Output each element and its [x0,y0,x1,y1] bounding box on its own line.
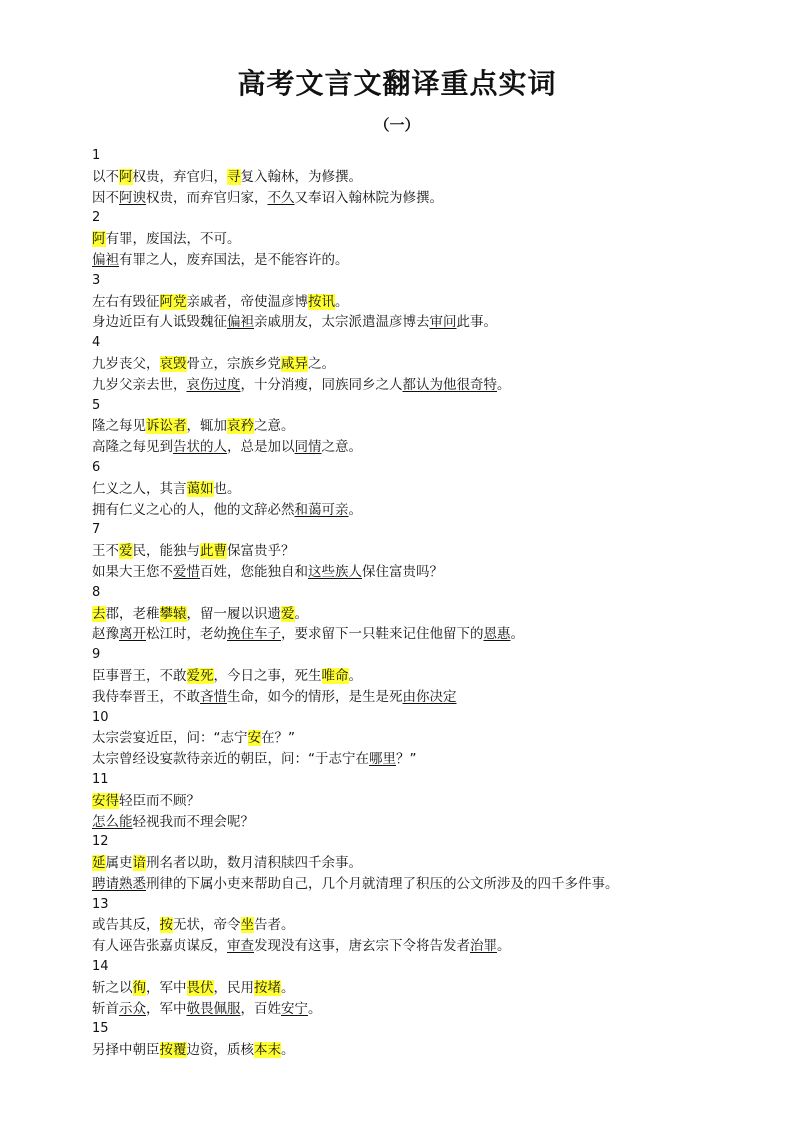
classical-sentence [92,728,732,749]
text-segment: 身边近臣有人诋毁魏征 [92,314,227,331]
text-segment: 复入翰林，为修撰。 [240,168,362,185]
text-segment: ，辄加 [186,418,227,435]
text-segment: 告者。 [254,917,295,934]
translation-sentence [92,687,732,708]
classical-sentence [92,791,732,812]
translation-sentence [92,562,732,583]
highlighted-keyword: 本末 [254,1042,281,1059]
entry-number: 9 [92,647,101,663]
text-segment: 亲戚者，帝使温彦博 [186,293,308,310]
classical-sentence [92,915,732,936]
classical-sentence [92,978,732,999]
underlined-gloss: 这些族人 [308,563,362,580]
entry-number: 8 [92,584,101,600]
translation-sentence [92,312,732,333]
text-segment: 之意。 [254,418,295,435]
underlined-gloss: 审查 [227,938,254,955]
text-segment: 郡，老稚 [105,605,160,622]
highlighted-keyword: 阿 [92,231,106,248]
entry-number: 1 [92,148,101,163]
highlighted-keyword: 按讯 [308,293,335,310]
entry-number: 7 [92,522,101,538]
text-segment: ，军中 [146,1000,187,1017]
text-segment: 亲戚朋友，太宗派遣温彦博去 [254,314,430,331]
highlighted-keyword: 哀毁 [159,355,187,372]
text-segment: 轻臣而不顾？ [119,792,200,809]
text-segment: 高隆之每见到 [92,439,173,456]
entry-number: 15 [92,1021,109,1037]
translation-sentence [92,874,732,895]
text-segment: 九岁丧父， [92,355,160,372]
underlined-gloss: 示众 [119,1000,146,1017]
text-segment: 。 [308,1000,322,1017]
text-segment: 。 [497,938,511,955]
page-title: 高考文言文翻译重点实词 [237,67,557,100]
underlined-gloss: 告状的人 [173,439,227,456]
text-segment: 刑名者以助，数月清积牍四千余事。 [146,855,362,872]
text-segment: 因不 [92,189,119,206]
underlined-gloss: 哪里 [369,751,396,768]
text-segment: ？” [396,751,417,768]
text-segment: 。 [335,293,349,310]
text-segment: 王不 [92,543,119,560]
classical-sentence [92,479,732,500]
text-segment: 赵豫 [92,626,119,643]
highlighted-keyword: 阿党 [159,293,187,310]
underlined-gloss: 阿谀 [119,189,146,206]
entry-number: 6 [92,459,101,475]
underlined-gloss: 治罪 [470,938,497,955]
text-segment: 。 [348,501,362,518]
entry-number: 3 [92,272,101,288]
underlined-gloss: 安宁 [281,1000,308,1017]
text-segment: 太宗曾经设宴款待亲近的朝臣，问：“于志宁在 [92,751,369,768]
text-segment: 有罪，废国法，不可。 [105,231,241,248]
text-segment: 无状，帝令 [173,917,241,934]
classical-sentence [92,167,732,188]
text-segment: ，留一履以识遗 [186,605,281,622]
highlighted-keyword: 畏伏 [186,979,214,996]
text-segment: 保住富贵吗？ [362,563,443,580]
entry-number: 2 [92,210,101,226]
text-segment: 又奉诏入翰林院为修撰。 [294,189,443,206]
text-segment: 仁义之人，其言 [92,480,187,497]
underlined-gloss: 都认为他很奇特 [402,376,497,393]
text-segment: 隆之每见 [92,418,146,435]
highlighted-keyword: 爱 [281,605,295,622]
translation-sentence [92,437,732,458]
text-segment: 之。 [308,355,335,372]
highlighted-keyword: 按堵 [254,979,281,996]
underlined-gloss: 熟悉 [119,875,146,892]
text-segment: 。 [510,626,524,643]
text-segment: 发现没有这事，唐玄宗下令将告发者 [254,938,470,955]
text-segment: ，百姓 [240,1000,281,1017]
text-segment: 属吏 [105,855,133,872]
text-segment: 有罪之人，废弃国法，是不能容许的。 [119,251,349,268]
classical-sentence [92,229,732,250]
text-segment: 刑律的下属小吏来帮助自己，几个月就清理了积压的公文所涉及的四千多件事。 [146,875,619,892]
highlighted-keyword: 阿 [119,168,133,185]
text-segment: ，十分消瘦，同族同乡之人 [240,376,403,393]
classical-sentence [92,853,732,874]
text-segment: 。 [348,667,362,684]
classical-sentence [92,354,732,375]
text-segment: 保富贵乎？ [227,543,295,560]
text-segment: 如果大王您不 [92,563,173,580]
page-subtitle: （一） [374,116,420,134]
text-segment: 边资，质核 [186,1042,254,1059]
underlined-gloss: 偏袒 [227,314,254,331]
text-segment: ，民用 [213,979,254,996]
text-segment: ，要求留下一只鞋来记住他留下的 [281,626,484,643]
text-segment: 以不 [92,168,119,185]
text-segment: 臣事晋王，不敢 [92,667,187,684]
underlined-gloss: 由你决定 [402,688,457,705]
text-segment: 骨立，宗族乡党 [186,355,281,372]
underlined-gloss: 敬畏佩服 [186,1000,241,1017]
text-segment: 民，能独与 [132,543,200,560]
highlighted-keyword: 哀矜 [227,418,254,435]
text-segment: 太宗尝宴近臣，问：“志宁 [92,730,248,747]
highlighted-keyword: 谙 [132,855,146,872]
translation-sentence [92,936,732,957]
highlighted-keyword: 安得 [92,792,119,809]
text-segment: 或告其反， [92,917,160,934]
underlined-gloss: 哀伤过度 [186,376,241,393]
underlined-gloss: 不久 [267,189,295,206]
entry-number: 14 [92,959,109,975]
highlighted-keyword: 安 [247,730,261,747]
classical-sentence [92,416,732,437]
text-segment: 我侍奉晋王，不敢 [92,688,200,705]
entry-number: 5 [92,397,101,413]
underlined-gloss: 吝惜 [200,688,227,705]
highlighted-keyword: 徇 [132,979,146,996]
text-segment: 。 [294,605,308,622]
text-segment: 之意。 [321,439,362,456]
text-segment: 左右有毁征 [92,293,160,310]
highlighted-keyword: 此曹 [200,543,227,560]
translation-sentence [92,500,732,521]
text-segment: 斩之以 [92,979,133,996]
highlighted-keyword: 坐 [240,917,254,934]
entry-number: 12 [92,834,109,850]
text-segment: 权贵，弃官归， [132,168,227,185]
highlighted-keyword: 按 [159,917,173,934]
highlighted-keyword: 唯命 [321,667,349,684]
classical-sentence [92,1040,732,1061]
highlighted-keyword: 寻 [227,168,241,185]
text-segment: 另择中朝臣 [92,1042,160,1059]
classical-sentence [92,541,732,562]
text-segment: 松江时，老幼 [146,626,227,643]
text-segment: 。 [497,376,511,393]
text-segment: 斩首 [92,1000,119,1017]
highlighted-keyword: 攀辕 [159,605,187,622]
text-segment: ，军中 [146,979,187,996]
text-segment: ，总是加以 [227,439,295,456]
text-segment: 生命，如今的情形，是生是死 [227,688,403,705]
text-segment: 权贵，而弃官归家， [146,189,268,206]
underlined-gloss: 挽住车子 [227,626,281,643]
translation-sentence [92,375,732,396]
translation-sentence [92,999,732,1020]
text-segment: 也。 [213,480,241,497]
classical-sentence [92,604,732,625]
classical-sentence [92,292,732,313]
underlined-gloss: 怎么能 [92,813,133,830]
translation-sentence [92,188,732,209]
translation-sentence [92,250,732,271]
translation-sentence [92,812,732,833]
entry-list [92,146,732,1061]
underlined-gloss: 离开 [119,626,146,643]
highlighted-keyword: 爱 [119,543,133,560]
entry-number: 13 [92,896,109,912]
underlined-gloss: 同情 [294,439,322,456]
highlighted-keyword: 按覆 [159,1042,187,1059]
text-segment: 。 [281,979,295,996]
highlighted-keyword: 咸异 [281,355,308,372]
text-segment: 此事。 [456,314,497,331]
text-segment: 轻视我而不理会呢？ [132,813,254,830]
highlighted-keyword: 去 [92,605,106,622]
text-segment: 。 [281,1042,295,1059]
underlined-gloss: 审问 [429,314,457,331]
underlined-gloss: 聘请 [92,875,119,892]
classical-sentence [92,666,732,687]
highlighted-keyword: 爱死 [186,667,214,684]
underlined-gloss: 和蔼可亲 [294,501,349,518]
text-segment: 有人诬告张嘉贞谋反， [92,938,227,955]
text-segment: 拥有仁义之心的人，他的文辞必然 [92,501,295,518]
text-segment: 在？” [261,730,295,747]
entry-number: 10 [92,709,109,725]
highlighted-keyword: 延 [92,855,106,872]
translation-sentence [92,624,732,645]
underlined-gloss: 偏袒 [92,251,119,268]
entry-number: 4 [92,335,101,351]
text-segment: 九岁父亲去世， [92,376,187,393]
text-segment: ，今日之事，死生 [213,667,322,684]
translation-sentence [92,749,732,770]
highlighted-keyword: 诉讼者 [146,418,187,435]
entry-number: 11 [92,771,109,787]
underlined-gloss: 爱惜 [173,563,200,580]
underlined-gloss: 恩惠 [483,626,511,643]
text-segment: 百姓，您能独自和 [200,563,308,580]
highlighted-keyword: 蔼如 [186,480,214,497]
